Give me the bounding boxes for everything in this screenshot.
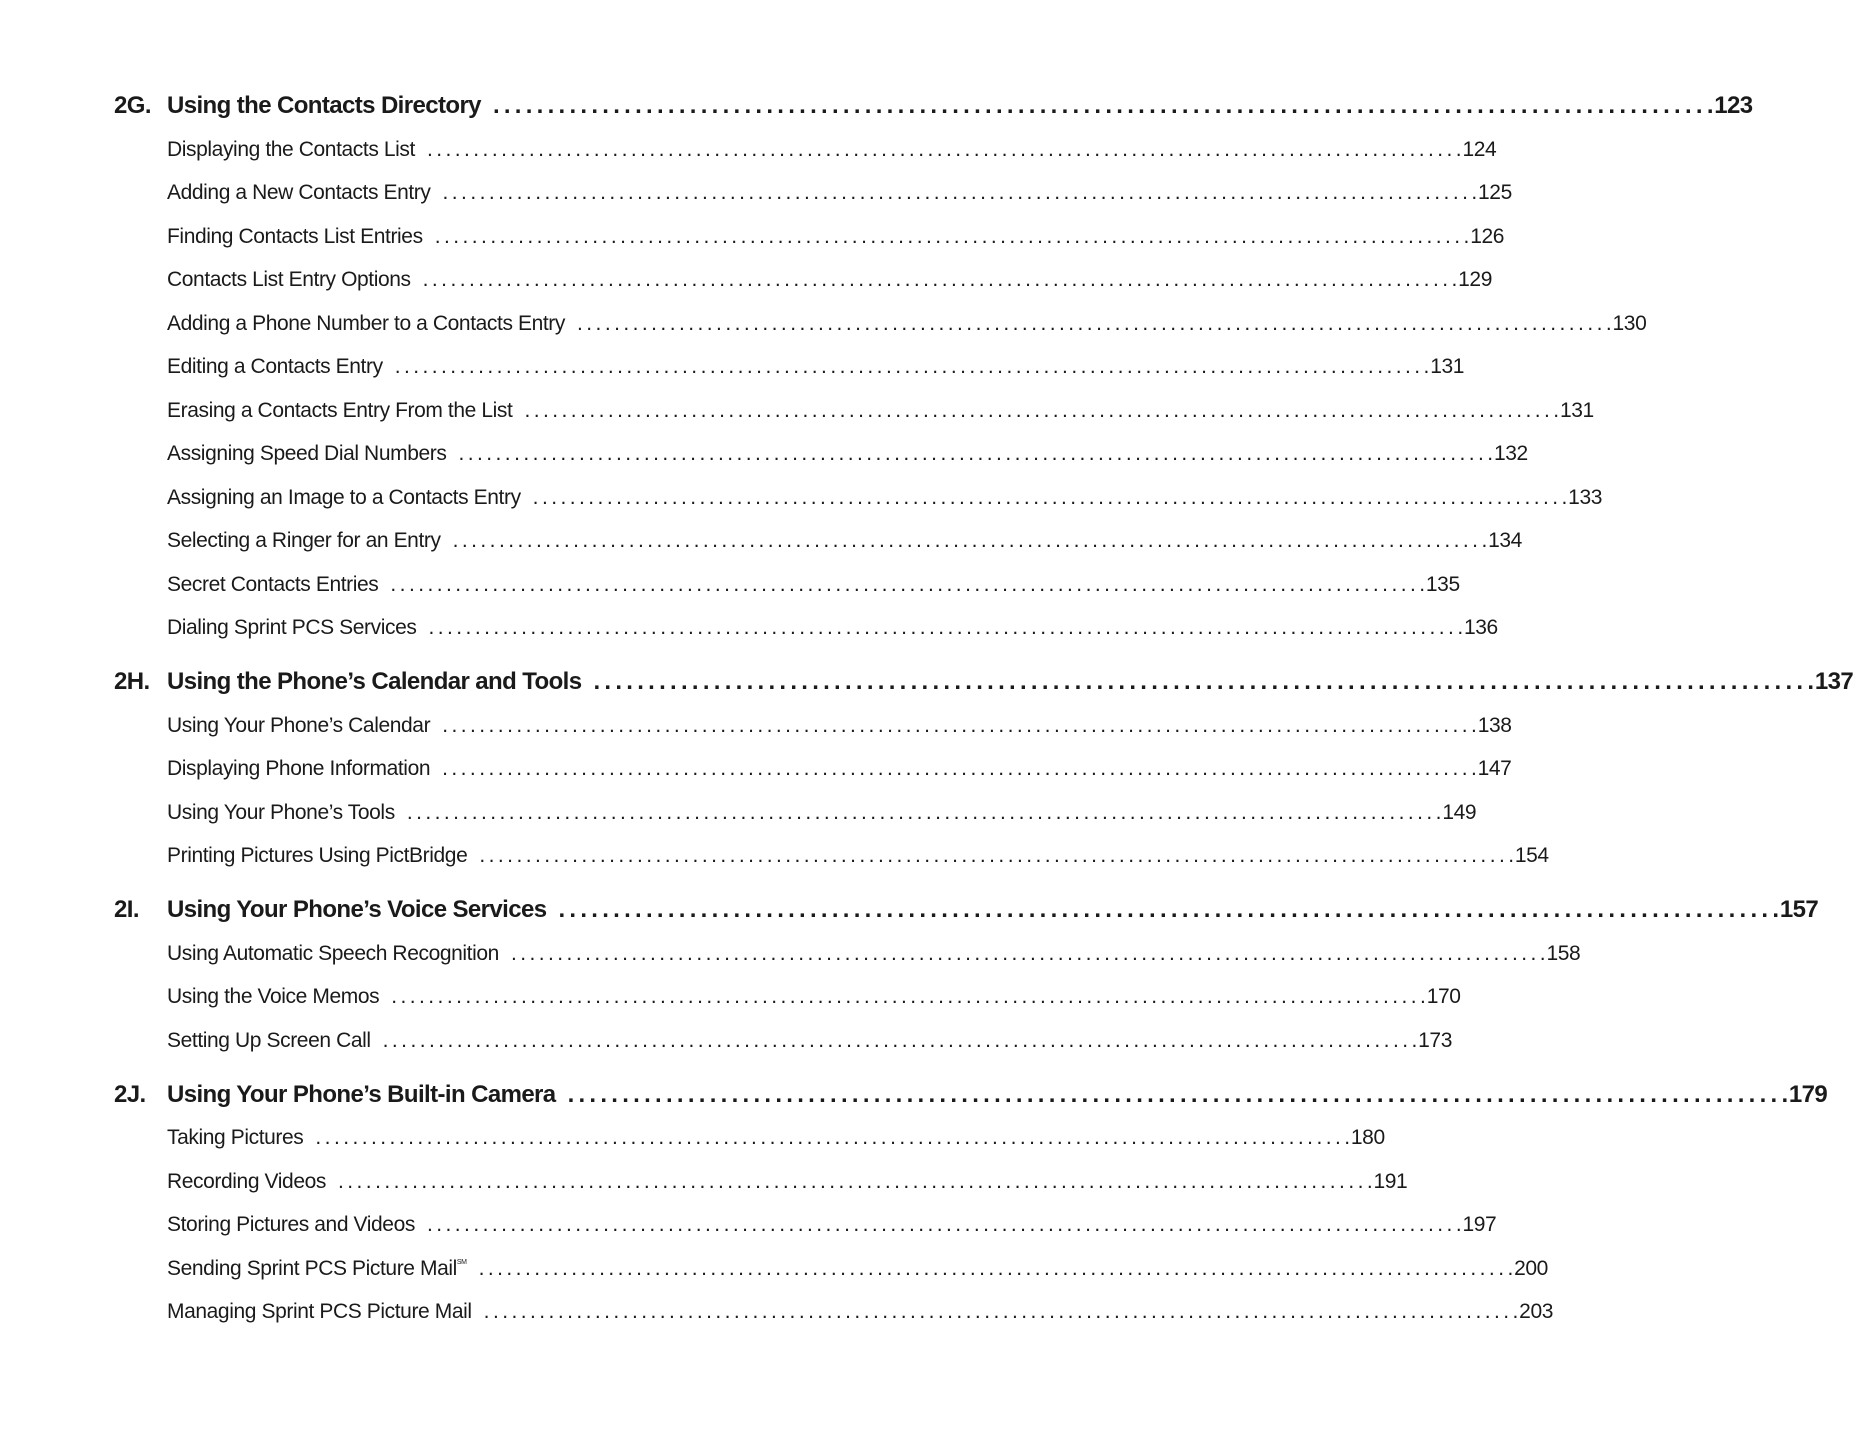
dot-leader (577, 312, 1611, 336)
entry-title: Editing a Contacts Entry (167, 355, 383, 379)
toc-entry[interactable] (114, 1019, 1452, 1063)
page-number: 126 (1470, 224, 1505, 248)
toc-section-2g (114, 84, 1753, 650)
entry-title: Assigning an Image to a Contacts Entry (167, 485, 521, 509)
toc-entry[interactable] (114, 1160, 1408, 1204)
page-number: 125 (1478, 181, 1512, 205)
page-number: 124 (1462, 137, 1497, 161)
entry-title: Printing Pictures Using PictBridge (167, 844, 468, 868)
entry-title: Using Your Phone’s Calendar (167, 713, 431, 737)
dot-leader (395, 355, 1429, 379)
page-number: 137 (1814, 668, 1853, 695)
dot-leader (427, 1213, 1461, 1237)
entry-title: Setting Up Screen Call (167, 1028, 371, 1052)
dot-leader (443, 181, 1477, 205)
page-number: 157 (1779, 896, 1819, 923)
section-title: Using the Contacts Directory (167, 92, 481, 119)
page-number: 123 (1714, 92, 1753, 119)
page-number: 197 (1462, 1213, 1497, 1237)
toc-section-2j (114, 1073, 1828, 1335)
toc-section-heading[interactable] (114, 660, 1853, 704)
dot-leader (479, 844, 1513, 868)
entry-title: Displaying the Contacts List (167, 137, 415, 161)
entry-title: Contacts List Entry Options (167, 268, 411, 292)
page-number: 130 (1612, 311, 1647, 335)
toc-entry[interactable] (114, 835, 1549, 879)
toc-entry[interactable] (114, 607, 1498, 651)
toc-entry[interactable] (114, 476, 1603, 520)
page-number: 132 (1493, 442, 1528, 466)
toc-entry[interactable] (114, 302, 1647, 346)
toc-entry[interactable] (114, 346, 1465, 390)
dot-leader (391, 985, 1425, 1009)
dot-leader (427, 138, 1461, 162)
page-number: 149 (1442, 800, 1477, 824)
dot-leader (383, 1029, 1417, 1053)
toc-entry[interactable] (114, 932, 1581, 976)
page-number: 180 (1350, 1126, 1385, 1150)
page-number: 147 (1477, 757, 1512, 781)
dot-leader (423, 268, 1457, 292)
entry-title: Managing Sprint PCS Picture Mail (167, 1300, 472, 1324)
toc-entry[interactable] (114, 172, 1512, 216)
section-title: Using Your Phone’s Built-in Camera (167, 1080, 556, 1108)
dot-leader (533, 486, 1567, 510)
toc-entry[interactable] (114, 389, 1594, 433)
toc-section-2i (114, 888, 1819, 1063)
section-title: Using Your Phone’s Voice Services (167, 896, 547, 923)
dot-leader (479, 1257, 1513, 1281)
entry-title: Taking Pictures (167, 1126, 304, 1150)
toc-section-heading[interactable] (114, 888, 1819, 932)
dot-leader (558, 896, 1777, 924)
page-number: 191 (1373, 1169, 1408, 1193)
entry-title: Displaying Phone Information (167, 757, 431, 781)
section-title: Using the Phone’s Calendar and Tools (167, 668, 582, 695)
entry-title: Storing Pictures and Videos (167, 1213, 415, 1237)
entry-title: Using Automatic Speech Recognition (167, 941, 499, 965)
entry-title-with-mark (167, 1257, 467, 1281)
dot-leader (453, 529, 1487, 553)
toc-entry[interactable] (114, 1204, 1497, 1248)
entry-title: Adding a Phone Number to a Contacts Entry (167, 311, 566, 335)
page-number: 170 (1426, 985, 1461, 1009)
dot-leader (484, 1300, 1518, 1324)
toc-entry[interactable] (114, 1117, 1385, 1161)
page-number: 133 (1568, 485, 1603, 509)
toc-section-heading[interactable] (114, 84, 1753, 128)
entry-title: Using the Voice Memos (167, 985, 380, 1009)
toc-entry[interactable] (114, 748, 1512, 792)
dot-leader (407, 801, 1441, 825)
toc-entry[interactable] (114, 215, 1505, 259)
toc-entry[interactable] (114, 704, 1512, 748)
dot-leader (428, 616, 1462, 640)
dot-leader (493, 92, 1712, 120)
entry-title: Erasing a Contacts Entry From the List (167, 398, 513, 422)
entry-title: Dialing Sprint PCS Services (167, 616, 417, 640)
toc-section-heading[interactable] (114, 1073, 1828, 1117)
page-number: 200 (1514, 1256, 1548, 1280)
entry-title: Selecting a Ringer for an Entry (167, 529, 441, 553)
toc-entry[interactable] (114, 1291, 1554, 1335)
table-of-contents (114, 84, 1853, 1344)
page-number: 138 (1477, 713, 1512, 737)
page-number: 173 (1418, 1028, 1452, 1052)
page-number: 131 (1430, 355, 1465, 379)
dot-leader (458, 442, 1492, 466)
section-number: 2J. (114, 1080, 146, 1108)
dot-leader (442, 757, 1476, 781)
entry-title: Using Your Phone’s Tools (167, 800, 395, 824)
section-number: 2I. (114, 896, 139, 923)
toc-entry[interactable] (114, 791, 1477, 835)
toc-entry[interactable] (114, 976, 1461, 1020)
section-number: 2H. (114, 668, 150, 695)
dot-leader (315, 1126, 1349, 1150)
entry-title: Adding a New Contacts Entry (167, 181, 431, 205)
dot-leader (390, 573, 1424, 597)
toc-entry[interactable] (114, 563, 1460, 607)
entry-title: Secret Contacts Entries (167, 572, 379, 596)
page-number: 135 (1425, 572, 1460, 596)
dot-leader (338, 1170, 1372, 1194)
dot-leader (568, 1081, 1787, 1109)
toc-entry[interactable] (114, 1247, 1548, 1291)
entry-title: Sending Sprint PCS Picture Mail (167, 1256, 457, 1280)
toc-section-2h (114, 660, 1853, 878)
dot-leader (442, 714, 1476, 738)
dot-leader (435, 225, 1469, 249)
page-number: 179 (1788, 1080, 1828, 1108)
section-number: 2G. (114, 92, 151, 119)
page-number: 131 (1559, 398, 1594, 422)
toc-entry[interactable] (114, 520, 1522, 564)
dot-leader (593, 668, 1812, 696)
entry-title: Assigning Speed Dial Numbers (167, 442, 447, 466)
page-number: 129 (1458, 268, 1492, 292)
entry-title: Recording Videos (167, 1169, 326, 1193)
toc-entry[interactable] (114, 259, 1492, 303)
service-mark: SM (456, 1258, 467, 1266)
toc-entry[interactable] (114, 433, 1528, 477)
entry-title: Finding Contacts List Entries (167, 224, 423, 248)
page-number: 154 (1514, 844, 1549, 868)
dot-leader (524, 399, 1558, 423)
toc-entry[interactable] (114, 128, 1497, 172)
page-number: 158 (1546, 941, 1581, 965)
page-number: 134 (1488, 529, 1522, 553)
page-number: 136 (1463, 616, 1498, 640)
page-number: 203 (1519, 1300, 1554, 1324)
dot-leader (511, 942, 1545, 966)
